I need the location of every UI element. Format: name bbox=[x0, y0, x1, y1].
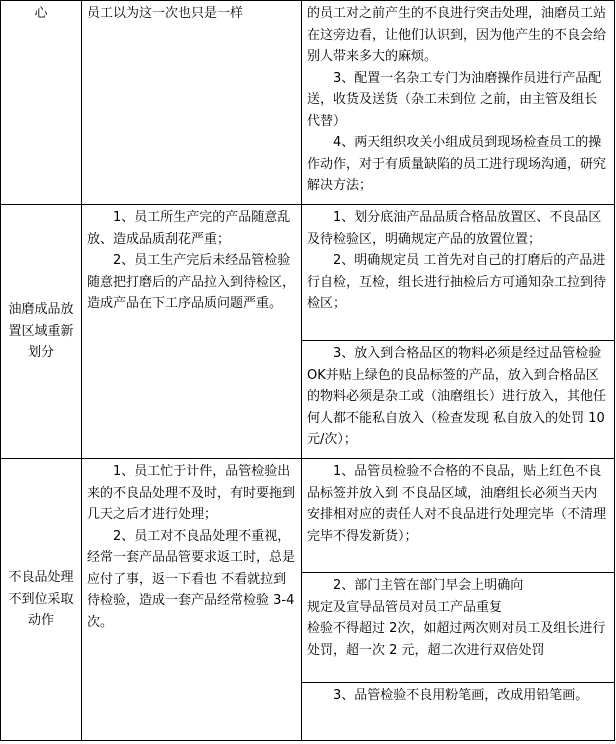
table-row bbox=[1, 205, 615, 341]
action-text: 3、配置一名杂工专门为油磨操作员进行产品配送，收货及送货（杂工未到位 之前，由主管及组长代替） bbox=[307, 70, 602, 129]
action-cell bbox=[302, 1, 615, 205]
problem-text: 2、员工生产完后未经品管检验随意把打磨后的产品拉入到待检区，造成产品在下工序品质问题严重。 bbox=[87, 253, 296, 311]
problem-cell bbox=[82, 1, 302, 205]
item-cell bbox=[1, 205, 82, 459]
action-text: 1、划分底油产品品质合格品放置区、不良品区及待检验区，明确规定产品的放置位置； bbox=[307, 210, 602, 247]
action-cell bbox=[302, 459, 615, 573]
action-text: 4、两天组织攻关小组成员到现场检查员工的操作动作，对于有质量缺陷的员工进行现场沟通，研究解决方法； bbox=[307, 135, 607, 193]
action-text: 的员工对之前产生的不良进行突击处理，油磨员工站在这旁边看，让他们认识到，因为他产生的不良会给别人带来多大的麻烦。 bbox=[307, 6, 607, 64]
item-label: 不良品处理不到位采取动作 bbox=[8, 570, 74, 629]
table-row bbox=[1, 459, 615, 573]
action-text: 规定及宣导品管员对员工产品重复 bbox=[307, 599, 503, 615]
item-cell bbox=[1, 459, 82, 741]
problem-cell bbox=[82, 205, 302, 459]
item-label: 心 bbox=[34, 6, 48, 21]
action-text: 3、品管检验不良用粉笔画，改成用铅笔画。 bbox=[333, 688, 589, 703]
problem-text: 员工以为这一次也只是一样 bbox=[87, 6, 244, 21]
item-label: 油磨成品放置区域重新划分 bbox=[8, 302, 74, 361]
action-cell bbox=[302, 683, 615, 741]
action-cell bbox=[302, 205, 615, 341]
action-cell bbox=[302, 573, 615, 683]
action-text: 检验不得超过 2次，如超过两次则对员工及组长进行处罚，超一次 2 元，超二次进行双倍处罚 bbox=[307, 621, 606, 658]
problem-text: 2、员工对不良品处理不重视，经常一套产品品管要求返工时，总是应付了事，返一下看也 不看就拉到待检验，造成一套产品经常检验 3-4次。 bbox=[87, 528, 296, 630]
action-text: 1、品管员检验不合格的不良品，贴上红色不良品标签并放入到 不良品区域，油磨组长必须当天内安排相对应的责任人对不良品进行处理完毕（不清理完毕不得发新货）； bbox=[307, 464, 607, 544]
action-text: 2、明确规定员 工首先对自己的打磨后的产品进行自检，互检，组长进行抽检后方可通知杂工拉到待检区； bbox=[307, 253, 607, 311]
problem-cell bbox=[82, 459, 302, 741]
problem-text: 1、员工所生产完的产品随意乱放、造成品质刮花严重； bbox=[87, 210, 291, 247]
item-cell bbox=[1, 1, 82, 205]
action-text: 2、部门主管在部门早会上明确向 bbox=[333, 578, 524, 593]
table-row bbox=[1, 1, 615, 205]
problem-text: 1、员工忙于计件，品管检验出来的不良品处理不及时，有时要拖到几天之后才进行处理； bbox=[87, 464, 296, 522]
action-cell bbox=[302, 341, 615, 459]
action-text: 3、放入到合格品区的物料必须是经过品管检验OK并贴上绿色的良品标签的产品，放入到合格品区的物料必须是杂工或（油磨组长）进行放入，其他任何人都不能私自放入（检查发现 私自放入的处罚 10元/次）； bbox=[307, 346, 607, 447]
